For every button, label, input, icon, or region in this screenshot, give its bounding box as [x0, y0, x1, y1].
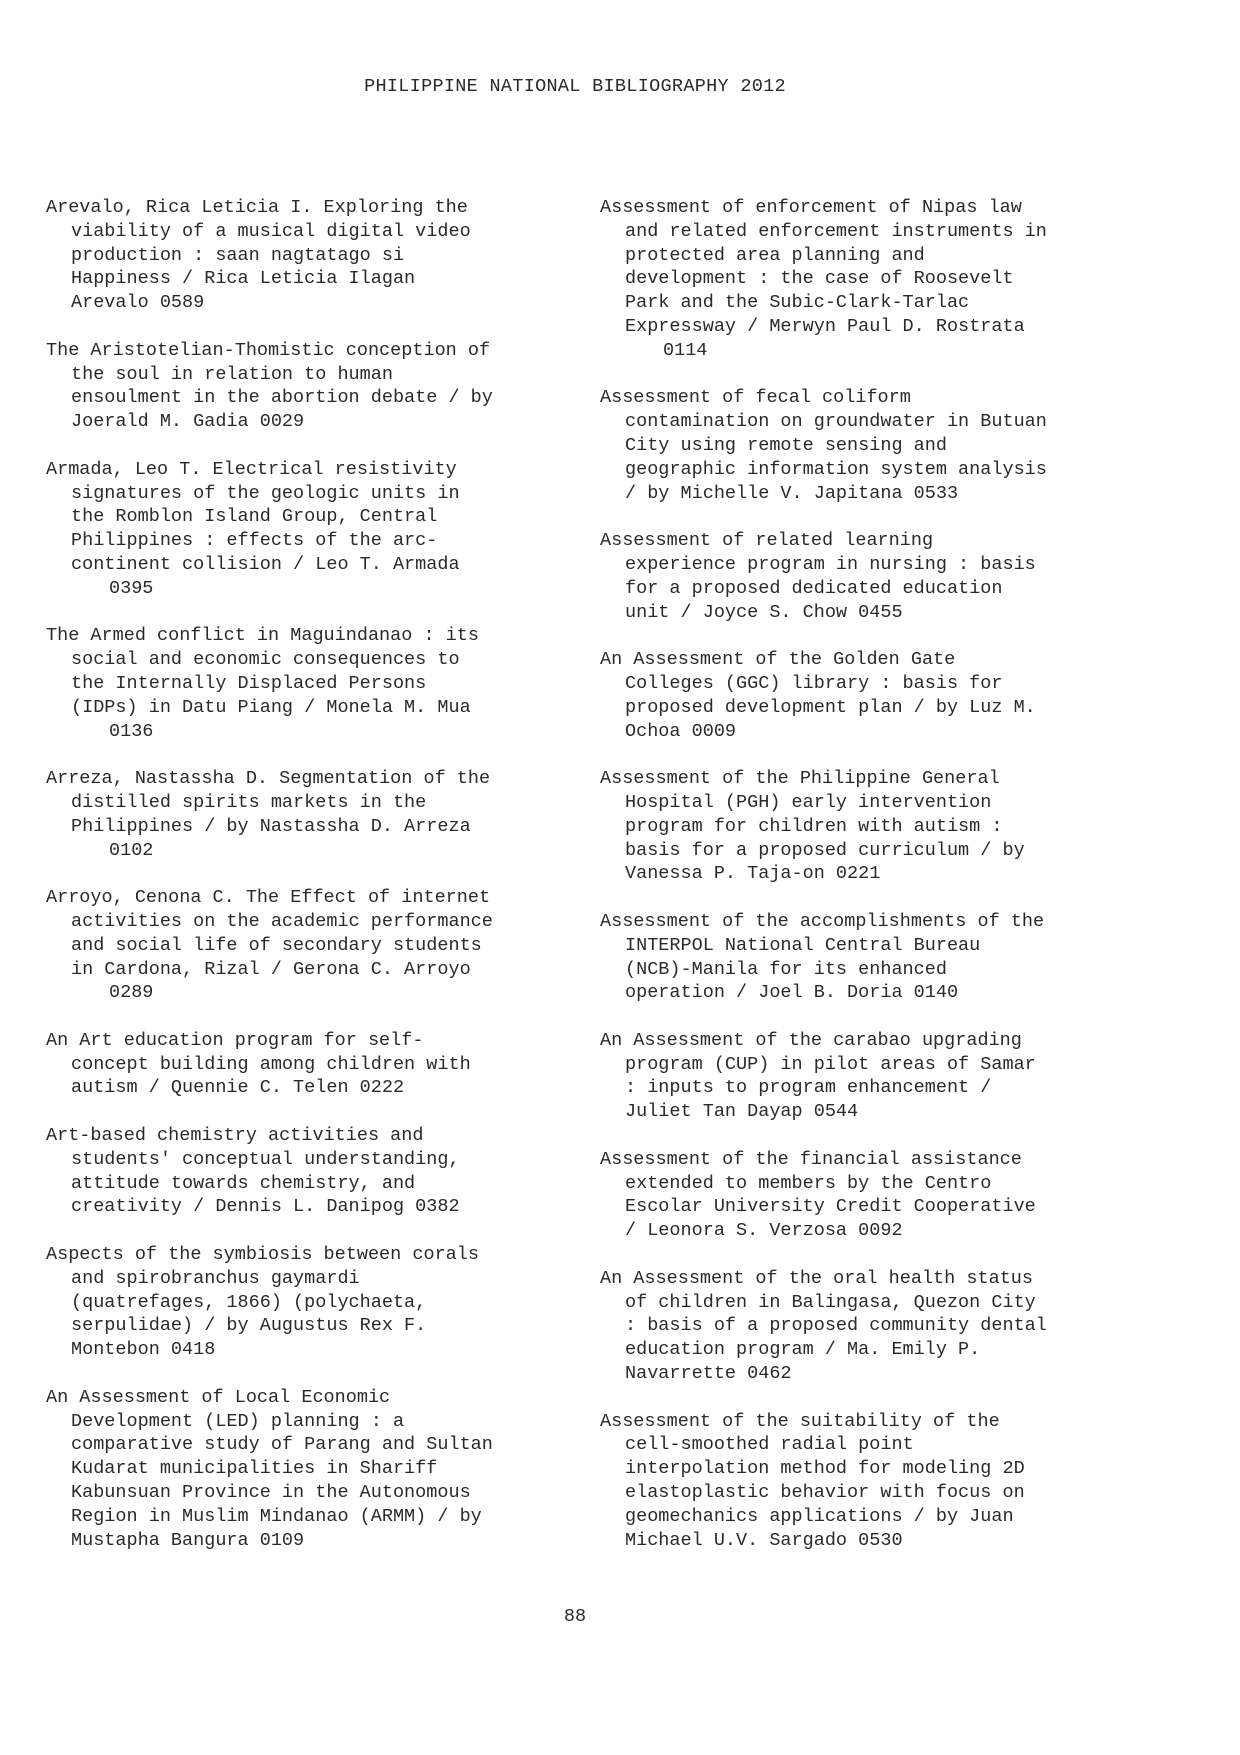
- entry-line: Expressway / Merwyn Paul D. Rostrata: [625, 315, 1025, 337]
- entry-line: activities on the academic performance: [71, 910, 493, 932]
- entry-line: signatures of the geologic units in: [71, 482, 460, 504]
- entry-first-line: An Assessment of Local Economic: [46, 1386, 391, 1408]
- entry-line: Mustapha Bangura 0109: [71, 1529, 305, 1551]
- entry-first-line: Art-based chemistry activities and: [46, 1125, 424, 1147]
- entry-first-line: Assessment of the accomplishments of the: [600, 910, 1045, 932]
- bibliography-entry: [600, 196, 1100, 363]
- entry-first-line: The Armed conflict in Maguindanao : its: [46, 625, 479, 647]
- bibliography-entry: [600, 1410, 1100, 1553]
- entry-line: continent collision / Leo T. Armada: [71, 553, 460, 575]
- bibliography-entry: [600, 767, 1100, 886]
- entry-line: viability of a musical digital video: [71, 220, 471, 242]
- entry-line: Montebon 0418: [71, 1339, 216, 1361]
- bibliography-entry: [600, 648, 1100, 743]
- entry-line: Juliet Tan Dayap 0544: [625, 1101, 859, 1123]
- left-column: [46, 196, 546, 1576]
- bibliography-entry: [600, 1029, 1100, 1124]
- entry-line: Escolar University Credit Cooperative: [625, 1196, 1036, 1218]
- entry-line: production : saan nagtatago si: [71, 244, 405, 266]
- entry-first-line: Arevalo, Rica Leticia I. Exploring the: [46, 197, 468, 218]
- entry-line: Park and the Subic-Clark-Tarlac: [625, 292, 970, 314]
- entry-line: cell-smoothed radial point: [625, 1434, 914, 1456]
- bibliography-entry: [600, 910, 1100, 1005]
- entry-record-number: 0395: [109, 577, 154, 599]
- entry-line: : inputs to program enhancement /: [625, 1077, 992, 1099]
- entry-line: creativity / Dennis L. Danipog 0382: [71, 1196, 460, 1218]
- entry-line: the Internally Displaced Persons: [71, 672, 427, 694]
- bibliography-entry: [46, 886, 546, 1005]
- entry-line: City using remote sensing and: [625, 434, 947, 456]
- entry-record-number: 0136: [109, 720, 154, 742]
- entry-line: in Cardona, Rizal / Gerona C. Arroyo: [71, 958, 471, 980]
- entry-first-line: Assessment of the Philippine General: [600, 768, 1000, 790]
- entry-first-line: An Assessment of the Golden Gate: [600, 649, 956, 671]
- entry-line: development : the case of Roosevelt: [625, 268, 1014, 290]
- entry-line: comparative study of Parang and Sultan: [71, 1434, 493, 1456]
- bibliography-entry: [600, 529, 1100, 624]
- entry-line: / by Michelle V. Japitana 0533: [625, 482, 959, 504]
- bibliography-entry: [46, 1243, 546, 1362]
- entry-record-number: 0289: [109, 982, 154, 1004]
- entry-line: Happiness / Rica Leticia Ilagan: [71, 268, 416, 290]
- entry-line: unit / Joyce S. Chow 0455: [625, 601, 903, 623]
- entry-first-line: The Aristotelian-Thomistic conception of: [46, 339, 491, 361]
- entry-line: for a proposed dedicated education: [625, 577, 1003, 599]
- entry-line: Philippines / by Nastassha D. Arreza: [71, 815, 471, 837]
- entry-line: and spirobranchus gaymardi: [71, 1267, 360, 1289]
- bibliography-entry: [600, 1148, 1100, 1243]
- entry-line: the soul in relation to human: [71, 363, 393, 385]
- entry-line: the Romblon Island Group, Central: [71, 506, 438, 528]
- entry-line: extended to members by the Centro: [625, 1172, 992, 1194]
- entry-line: operation / Joel B. Doria 0140: [625, 982, 959, 1004]
- right-column: [600, 196, 1100, 1576]
- entry-line: Colleges (GGC) library : basis for: [625, 672, 1003, 694]
- entry-line: interpolation method for modeling 2D: [625, 1458, 1025, 1480]
- bibliography-entry: [46, 339, 546, 434]
- entry-line: students' conceptual understanding,: [71, 1148, 460, 1170]
- entry-line: (IDPs) in Datu Piang / Monela M. Mua: [71, 696, 471, 718]
- entry-first-line: Arroyo, Cenona C. The Effect of internet: [46, 887, 491, 909]
- bibliography-entry: [46, 1124, 546, 1219]
- entry-first-line: Assessment of fecal coliform: [600, 387, 911, 409]
- entry-line: education program / Ma. Emily P.: [625, 1339, 981, 1361]
- entry-first-line: Armada, Leo T. Electrical resistivity: [46, 458, 457, 480]
- entry-line: / Leonora S. Verzosa 0092: [625, 1220, 903, 1242]
- bibliography-entry: [46, 1386, 546, 1553]
- entry-line: social and economic consequences to: [71, 649, 460, 671]
- entry-first-line: Arreza, Nastassha D. Segmentation of the: [46, 768, 491, 790]
- entry-line: Michael U.V. Sargado 0530: [625, 1529, 903, 1551]
- entry-line: and social life of secondary students: [71, 934, 482, 956]
- entry-line: (quatrefages, 1866) (polychaeta,: [71, 1291, 427, 1313]
- entry-line: protected area planning and: [625, 244, 925, 266]
- entry-line: Philippines : effects of the arc-: [71, 530, 438, 552]
- page-header: PHILIPPINE NATIONAL BIBLIOGRAPHY 2012: [364, 76, 786, 97]
- entry-line: program for children with autism :: [625, 815, 1003, 837]
- entry-line: Kudarat municipalities in Shariff: [71, 1458, 438, 1480]
- entry-line: proposed development plan / by Luz M.: [625, 696, 1036, 718]
- entry-first-line: Assessment of the suitability of the: [600, 1410, 1000, 1432]
- entry-line: geomechanics applications / by Juan: [625, 1505, 1014, 1527]
- entry-line: Arevalo 0589: [71, 292, 205, 314]
- entry-line: INTERPOL National Central Bureau: [625, 934, 981, 956]
- entry-line: autism / Quennie C. Telen 0222: [71, 1077, 405, 1099]
- entry-line: of children in Balingasa, Quezon City: [625, 1291, 1036, 1313]
- bibliography-entry: [46, 1029, 546, 1100]
- entry-first-line: Assessment of enforcement of Nipas law: [600, 197, 1022, 218]
- entry-line: Joerald M. Gadia 0029: [71, 411, 305, 433]
- bibliography-entry: [600, 1267, 1100, 1386]
- entry-line: Region in Muslim Mindanao (ARMM) / by: [71, 1505, 482, 1527]
- entry-first-line: Assessment of the financial assistance: [600, 1148, 1022, 1170]
- entry-line: ensoulment in the abortion debate / by: [71, 387, 493, 409]
- entry-record-number: 0114: [663, 339, 708, 361]
- bibliography-entry: [600, 386, 1100, 505]
- entry-line: geographic information system analysis: [625, 458, 1047, 480]
- entry-line: Navarrette 0462: [625, 1363, 792, 1385]
- entry-first-line: Aspects of the symbiosis between corals: [46, 1244, 479, 1266]
- entry-line: contamination on groundwater in Butuan: [625, 411, 1047, 433]
- entry-line: experience program in nursing : basis: [625, 553, 1036, 575]
- bibliography-entry: [46, 458, 546, 601]
- entry-line: serpulidae) / by Augustus Rex F.: [71, 1315, 427, 1337]
- entry-line: attitude towards chemistry, and: [71, 1172, 416, 1194]
- entry-record-number: 0102: [109, 839, 154, 861]
- entry-line: distilled spirits markets in the: [71, 791, 427, 813]
- entry-line: Hospital (PGH) early intervention: [625, 791, 992, 813]
- entry-first-line: An Assessment of the oral health status: [600, 1267, 1033, 1289]
- bibliography-entry: [46, 624, 546, 743]
- entry-line: basis for a proposed curriculum / by: [625, 839, 1025, 861]
- entry-line: Kabunsuan Province in the Autonomous: [71, 1482, 471, 1504]
- page-number: 88: [563, 1606, 587, 1627]
- entry-line: Development (LED) planning : a: [71, 1410, 405, 1432]
- entry-first-line: An Assessment of the carabao upgrading: [600, 1029, 1022, 1051]
- entry-line: (NCB)-Manila for its enhanced: [625, 958, 947, 980]
- entry-line: and related enforcement instruments in: [625, 220, 1047, 242]
- entry-first-line: An Art education program for self-: [46, 1029, 424, 1051]
- bibliography-entry: [46, 196, 546, 315]
- entry-line: : basis of a proposed community dental: [625, 1315, 1047, 1337]
- entry-line: elastoplastic behavior with focus on: [625, 1482, 1025, 1504]
- bibliography-entry: [46, 767, 546, 862]
- entry-line: concept building among children with: [71, 1053, 471, 1075]
- entry-line: Ochoa 0009: [625, 720, 737, 742]
- entry-first-line: Assessment of related learning: [600, 530, 934, 552]
- entry-line: program (CUP) in pilot areas of Samar: [625, 1053, 1036, 1075]
- entry-line: Vanessa P. Taja-on 0221: [625, 863, 881, 885]
